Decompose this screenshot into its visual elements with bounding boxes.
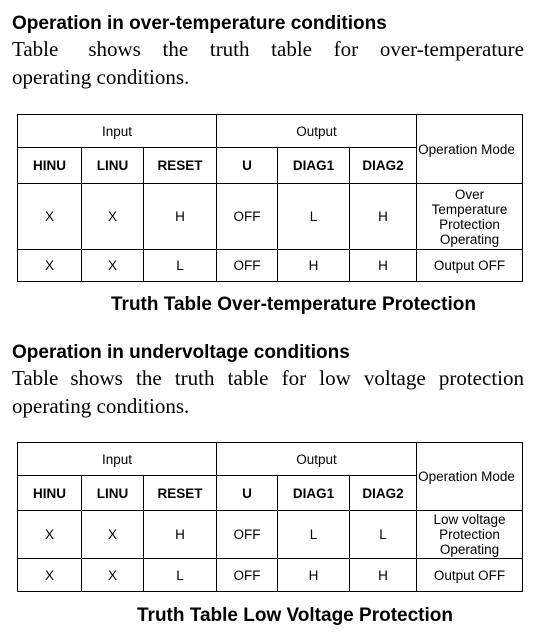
cell-u: OFF — [217, 511, 278, 559]
output-group-header: Output — [217, 443, 417, 476]
cell-operation-mode: Low voltage Protection Operating — [417, 511, 523, 559]
column-header-diag2: DIAG2 — [350, 476, 417, 511]
cell-reset: H — [144, 184, 217, 250]
cell-u: OFF — [217, 559, 278, 592]
section-paragraph-over-temperature — [12, 35, 524, 91]
column-header-reset: RESET — [144, 476, 217, 511]
input-group-header: Input — [18, 443, 217, 476]
cell-u: OFF — [217, 250, 278, 282]
cell-diag2: H — [350, 184, 417, 250]
cell-linu: X — [82, 250, 144, 282]
column-header-diag2: DIAG2 — [350, 148, 417, 184]
cell-operation-mode: Output OFF — [417, 559, 523, 592]
column-header-u: U — [217, 476, 278, 511]
input-group-header: Input — [18, 115, 217, 148]
cell-hinu: X — [18, 511, 82, 559]
truth-table-low-voltage — [17, 442, 523, 592]
cell-reset: H — [144, 511, 217, 559]
section-heading-over-temperature: Operation in over-temperature conditions — [12, 13, 387, 34]
cell-operation-mode: Over Temperature Protection Operating — [417, 184, 523, 250]
cell-hinu: X — [18, 184, 82, 250]
column-header-diag1: DIAG1 — [278, 148, 350, 184]
table-row — [18, 559, 523, 592]
table-caption-over-temperature: Truth Table Over-temperature Protection — [111, 294, 476, 315]
column-header-hinu: HINU — [18, 476, 82, 511]
section-heading-undervoltage: Operation in undervoltage conditions — [12, 342, 350, 363]
column-header-diag1: DIAG1 — [278, 476, 350, 511]
column-header-hinu: HINU — [18, 148, 82, 184]
cell-diag1: L — [278, 184, 350, 250]
truth-table-over-temperature — [17, 114, 523, 282]
column-header-reset: RESET — [144, 148, 217, 184]
paragraph-text: shows the truth table for over-temperature operating conditions. — [12, 37, 524, 89]
cell-diag2: L — [350, 511, 417, 559]
cell-diag2: H — [350, 250, 417, 282]
cell-reset: L — [144, 559, 217, 592]
column-header-u: U — [217, 148, 278, 184]
paragraph-lead: Table — [12, 37, 59, 61]
paragraph-lead: Table — [12, 366, 59, 390]
table-caption-low-voltage: Truth Table Low Voltage Protection — [137, 605, 453, 626]
table-row — [18, 511, 523, 559]
section-paragraph-undervoltage — [12, 364, 524, 420]
column-header-linu: LINU — [82, 476, 144, 511]
table-row — [18, 184, 523, 250]
table-row — [18, 250, 523, 282]
cell-reset: L — [144, 250, 217, 282]
output-group-header: Output — [217, 115, 417, 148]
cell-diag1: H — [278, 250, 350, 282]
cell-hinu: X — [18, 559, 82, 592]
operation-mode-header: Operation Mode — [417, 443, 523, 511]
cell-u: OFF — [217, 184, 278, 250]
operation-mode-header: Operation Mode — [417, 115, 523, 184]
cell-linu: X — [82, 184, 144, 250]
cell-operation-mode: Output OFF — [417, 250, 523, 282]
cell-diag2: H — [350, 559, 417, 592]
cell-diag1: H — [278, 559, 350, 592]
cell-diag1: L — [278, 511, 350, 559]
paragraph-text: shows the truth table for low voltage protection operating conditions. — [12, 366, 524, 418]
cell-linu: X — [82, 559, 144, 592]
cell-linu: X — [82, 511, 144, 559]
column-header-linu: LINU — [82, 148, 144, 184]
cell-hinu: X — [18, 250, 82, 282]
